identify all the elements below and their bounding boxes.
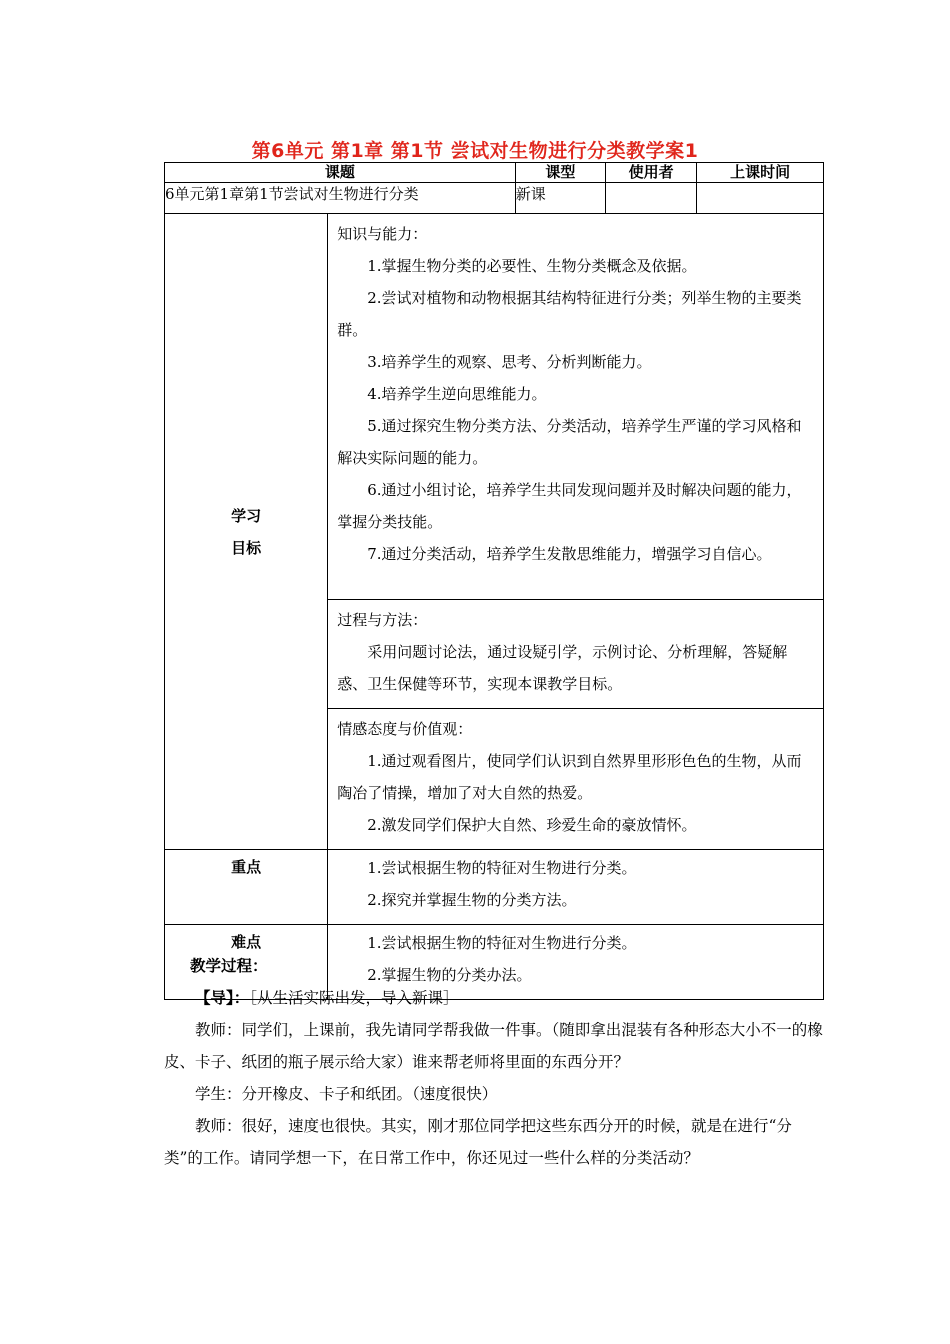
- attitude-item: 1.通过观看图片，使同学们认识到自然界里形形色色的生物，从而陶冶了情操，增加了对大自然的热爱。: [337, 752, 802, 802]
- difficult-point-item: 2.掌握生物的分类办法。: [367, 966, 532, 984]
- knowledge-item: 6.通过小组讨论，培养学生共同发现问题并及时解决问题的能力，掌握分类技能。: [337, 481, 802, 531]
- lesson-type-cell: 新课: [515, 183, 605, 214]
- guide-text: ［从生活实际出发，导入新课］: [249, 989, 459, 1007]
- teaching-process-section: [164, 950, 824, 1174]
- knowledge-item: 3.培养学生的观察、思考、分析判断能力。: [367, 353, 652, 371]
- header-time: 上课时间: [697, 163, 824, 183]
- goals-label-line1: 学习: [231, 506, 262, 525]
- knowledge-item: 7.通过分类活动，培养学生发散思维能力，增强学习自信心。: [367, 545, 772, 563]
- attitude-heading: 情感态度与价值观：: [337, 720, 473, 738]
- table-info-row: [165, 183, 824, 214]
- header-lesson-type: 课型: [515, 163, 605, 183]
- dialogue-paragraph: 教师：很好，速度也很快。其实，刚才那位同学把这些东西分开的时候，就是在进行“分类”的工作。请同学想一下，在日常工作中，你还见过一些什么样的分类活动？: [164, 1117, 792, 1167]
- goals-label-line2: 目标: [231, 538, 262, 557]
- knowledge-item: 1.掌握生物分类的必要性、生物分类概念及依据。: [367, 257, 697, 275]
- time-cell: [697, 183, 824, 214]
- header-user: 使用者: [606, 163, 697, 183]
- difficult-label: 难点: [165, 925, 328, 1000]
- goals-row-knowledge: [165, 214, 824, 600]
- key-points-row: [165, 850, 824, 925]
- guide-line: [164, 982, 824, 1014]
- goals-label: [165, 214, 328, 850]
- attitude-cell: [328, 709, 824, 850]
- topic-cell: 6单元第1章第1节尝试对生物进行分类: [165, 183, 516, 214]
- knowledge-item: 2.尝试对植物和动物根据其结构特征进行分类；列举生物的主要类群。: [337, 289, 802, 339]
- key-point-item: 1.尝试根据生物的特征对生物进行分类。: [367, 859, 637, 877]
- key-label: 重点: [165, 850, 328, 925]
- page-title: 第6单元 第1章 第1节 尝试对生物进行分类教学案1: [251, 140, 699, 162]
- header-topic: 课题: [165, 163, 516, 183]
- process-text: 采用问题讨论法，通过设疑引学，示例讨论、分析理解，答疑解惑、卫生保健等环节，实现本课教学目标。: [337, 643, 788, 693]
- knowledge-heading: 知识与能力：: [337, 225, 428, 243]
- table-header-row: [165, 163, 824, 183]
- key-point-item: 2.探究并掌握生物的分类方法。: [367, 891, 577, 909]
- guide-label: 【导】：: [195, 989, 250, 1007]
- difficult-point-item: 1.尝试根据生物的特征对生物进行分类。: [367, 934, 637, 952]
- process-heading: 过程与方法：: [337, 611, 428, 629]
- knowledge-item: 5.通过探究生物分类方法、分类活动，培养学生严谨的学习风格和解决实际问题的能力。: [337, 417, 802, 467]
- knowledge-item: 4.培养学生逆向思维能力。: [367, 385, 547, 403]
- lesson-plan-table: [164, 162, 824, 1000]
- key-points-cell: [328, 850, 824, 925]
- process-cell: [328, 600, 824, 709]
- dialogue-paragraph: 教师：同学们，上课前，我先请同学帮我做一件事。（随即拿出混装有各种形态大小不一的橡皮、卡子、纸团的瓶子展示给大家）谁来帮老师将里面的东西分开？: [164, 1021, 823, 1071]
- attitude-item: 2.激发同学们保护大自然、珍爱生命的豪放情怀。: [367, 816, 697, 834]
- user-cell: [606, 183, 697, 214]
- teaching-process-heading: 教学过程：: [190, 957, 268, 975]
- knowledge-cell: [328, 214, 824, 600]
- dialogue-paragraph: 学生：分开橡皮、卡子和纸团。（速度很快）: [195, 1085, 498, 1103]
